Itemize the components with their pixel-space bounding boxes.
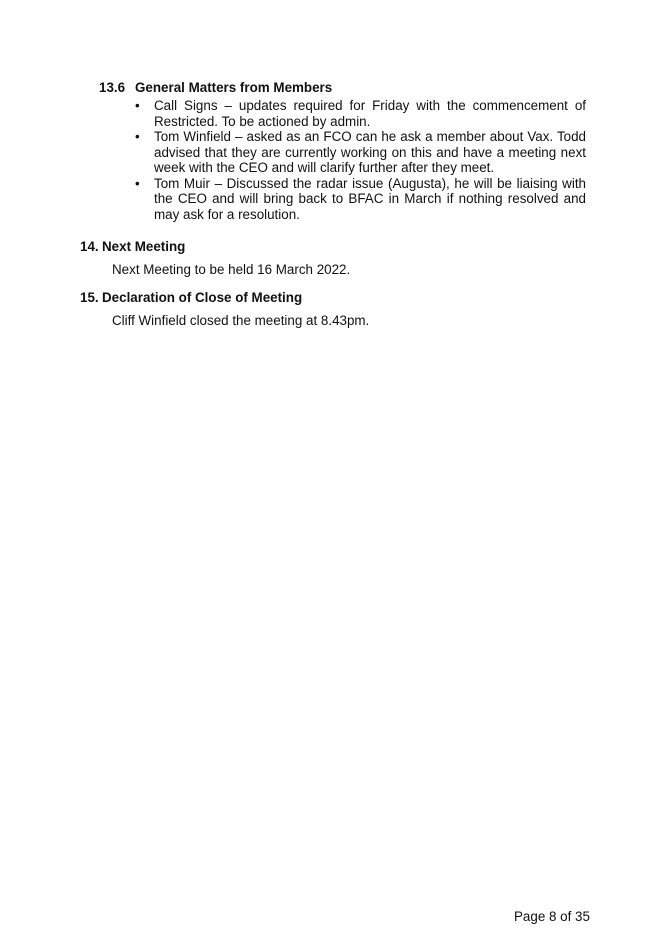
list-item-text: Tom Winfield – asked as an FCO can he ask a member about Vax. Todd advised that they are currently working on this and have a meeting next week with the CEO and will clarify further after they meet.: [154, 129, 586, 175]
list-item: [135, 129, 586, 176]
next-meeting-text: Next Meeting to be held 16 March 2022.: [112, 262, 351, 277]
section-heading-15: [80, 290, 302, 306]
section-heading-14: [80, 239, 185, 255]
section-number: 15.: [80, 290, 99, 305]
section-number: 14.: [80, 239, 99, 254]
list-item-text: Call Signs – updates required for Friday with the commencement of Restricted. To be actioned by admin.: [154, 98, 586, 129]
section-title: Next Meeting: [102, 239, 186, 254]
close-of-meeting-text: Cliff Winfield closed the meeting at 8.43pm.: [112, 313, 370, 328]
section-heading-13-6: [99, 80, 332, 96]
section-title: General Matters from Members: [135, 80, 333, 95]
list-item-text: Tom Muir – Discussed the radar issue (Augusta), he will be liaising with the CEO and will bring back to BFAC in March if nothing resolved and may ask for a resolution.: [154, 175, 586, 222]
list-item: [135, 98, 586, 129]
list-item: [135, 176, 586, 223]
general-matters-list: [135, 98, 586, 222]
bullet-icon: •: [135, 129, 140, 144]
section-number: 13.6: [99, 80, 126, 95]
bullet-icon: •: [135, 98, 140, 113]
bullet-icon: •: [135, 175, 140, 191]
page-number: Page 8 of 35: [514, 909, 590, 924]
section-title: Declaration of Close of Meeting: [102, 290, 303, 305]
